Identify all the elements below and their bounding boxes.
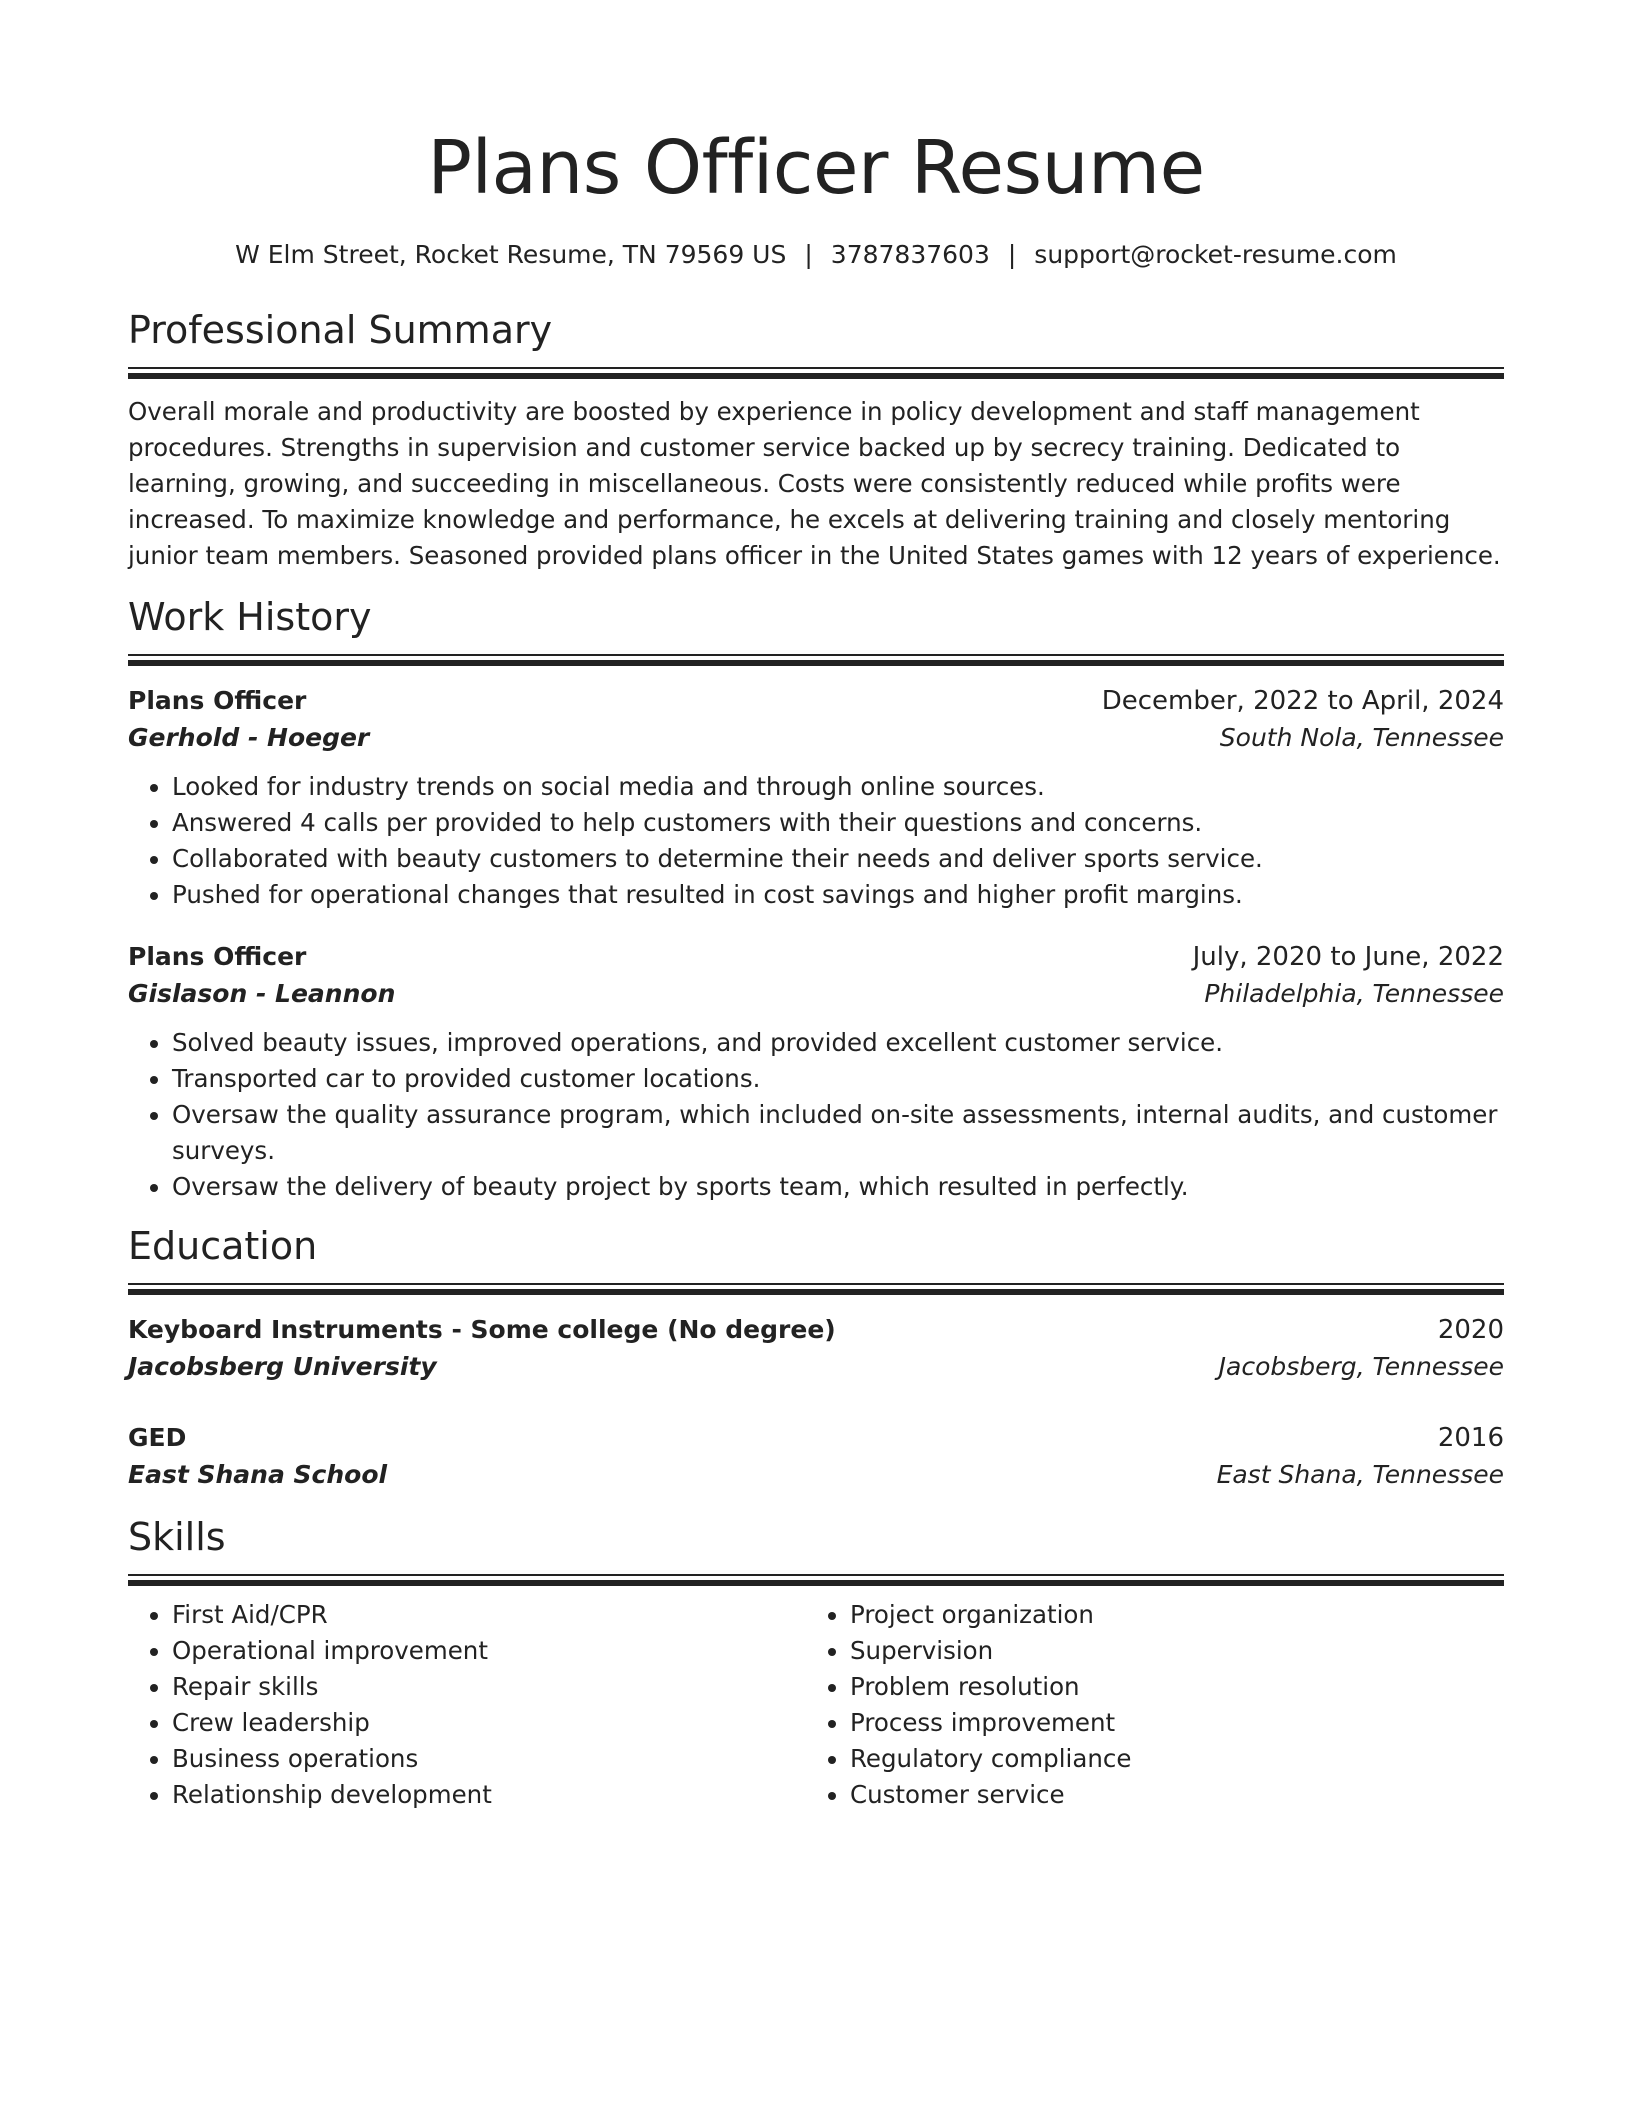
summary-heading: Professional Summary — [128, 308, 553, 352]
skill-item: • Project organization — [850, 1597, 1484, 1633]
job-location: Philadelphia, Tennessee — [1204, 979, 1504, 1008]
contact-phone: 3787837603 — [830, 240, 990, 269]
job-entry — [128, 683, 1504, 913]
work-heading: Work History — [128, 595, 372, 639]
list-item: • Solved beauty issues, improved operations, and provided excellent customer service. — [172, 1025, 1504, 1061]
list-item: • Collaborated with beauty customers to determine their needs and deliver sports service. — [172, 841, 1504, 877]
section-divider — [128, 367, 1504, 380]
skill-item: • Problem resolution — [850, 1669, 1484, 1705]
list-item: • Transported car to provided customer locations. — [172, 1061, 1504, 1097]
list-item: • Looked for industry trends on social media and through online sources. — [172, 769, 1504, 805]
skill-item: • Regulatory compliance — [850, 1741, 1484, 1777]
contact-line — [128, 238, 1504, 272]
skills-heading: Skills — [128, 1515, 226, 1559]
job-bullets — [128, 769, 1504, 913]
skill-item: • First Aid/CPR — [172, 1597, 806, 1633]
school-name: East Shana School — [128, 1460, 388, 1489]
contact-email[interactable]: support@rocket-resume.com — [1034, 240, 1397, 269]
skills-list-right — [806, 1597, 1484, 1813]
degree: GED — [128, 1423, 187, 1452]
job-entry — [128, 939, 1504, 1205]
skill-item: • Supervision — [850, 1633, 1484, 1669]
list-item: • Oversaw the delivery of beauty project by sports team, which resulted in perfectly. — [172, 1169, 1504, 1205]
education-entry — [128, 1420, 1504, 1494]
summary-section — [128, 307, 1504, 574]
skill-item: • Business operations — [172, 1741, 806, 1777]
section-divider — [128, 654, 1504, 667]
education-heading: Education — [128, 1224, 318, 1268]
job-title: Plans Officer — [128, 942, 307, 971]
list-item: • Oversaw the quality assurance program, which included on-site assessments, internal audits, and customer surveys. — [172, 1097, 1504, 1169]
degree: Keyboard Instruments - Some college (No degree) — [128, 1315, 836, 1344]
list-item: • Answered 4 calls per provided to help customers with their questions and concerns. — [172, 805, 1504, 841]
resume-title: Plans Officer Resume — [427, 125, 1205, 211]
school-location: Jacobsberg, Tennessee — [1218, 1352, 1504, 1381]
contact-separator: | — [804, 240, 813, 269]
job-company: Gerhold - Hoeger — [128, 723, 370, 752]
skill-item: • Process improvement — [850, 1705, 1484, 1741]
skill-item: • Relationship development — [172, 1777, 806, 1813]
job-location: South Nola, Tennessee — [1219, 723, 1504, 752]
job-company: Gislason - Leannon — [128, 979, 396, 1008]
education-year: 2020 — [1437, 1315, 1504, 1345]
work-section — [128, 594, 1504, 1205]
education-year: 2016 — [1437, 1423, 1504, 1453]
resume-page — [128, 0, 1504, 1813]
skills-section — [128, 1514, 1504, 1813]
school-location: East Shana, Tennessee — [1216, 1460, 1504, 1489]
skill-item: • Customer service — [850, 1777, 1484, 1813]
job-title: Plans Officer — [128, 686, 307, 715]
contact-separator: | — [1007, 240, 1017, 269]
section-divider — [128, 1283, 1504, 1296]
job-bullets — [128, 1025, 1504, 1205]
skill-item: • Operational improvement — [172, 1633, 806, 1669]
skills-list-left — [128, 1597, 806, 1813]
skill-item: • Repair skills — [172, 1669, 806, 1705]
summary-text: Overall morale and productivity are boosted by experience in policy development and staff management procedures. Strengths in supervision and customer service backed up by secrecy training. Dedicated to learning, growing, and succeeding in miscellaneous. Costs were consistently reduced while profits were increased. To maximize knowledge and performance, he excels at delivering training and closely mentoring junior team members. Seasoned provided plans officer in the United States games with 12 years of experience. — [128, 397, 1501, 570]
skill-item: • Crew leadership — [172, 1705, 806, 1741]
section-divider — [128, 1574, 1504, 1587]
job-dates: December, 2022 to April, 2024 — [1101, 686, 1504, 716]
school-name: Jacobsberg University — [128, 1352, 437, 1381]
skills-columns — [128, 1597, 1504, 1813]
job-dates: July, 2020 to June, 2022 — [1192, 942, 1504, 972]
contact-address: W Elm Street, Rocket Resume, TN 79569 US — [235, 240, 787, 269]
education-entry — [128, 1312, 1504, 1386]
education-section — [128, 1223, 1504, 1494]
list-item: • Pushed for operational changes that resulted in cost savings and higher profit margins. — [172, 877, 1504, 913]
